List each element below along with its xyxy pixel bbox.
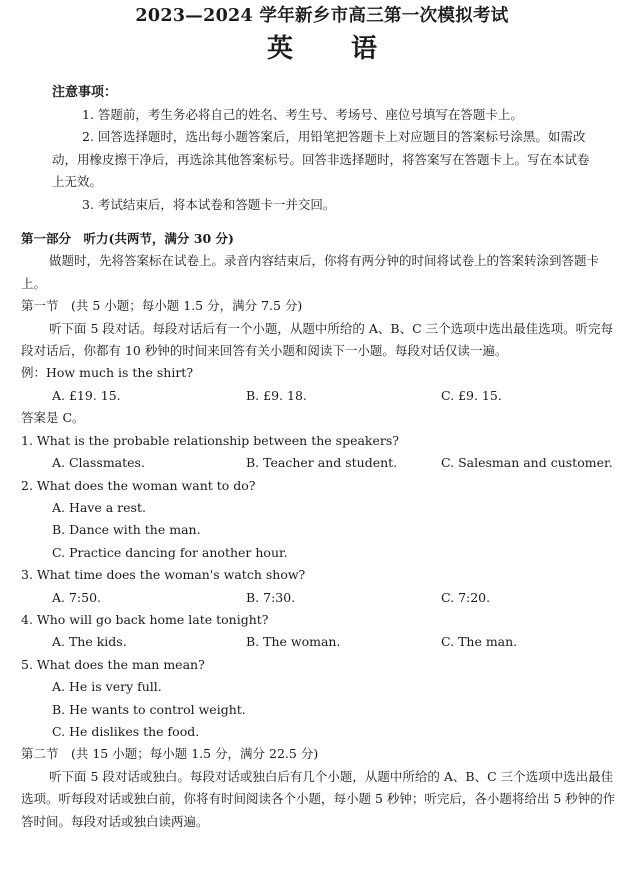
q1-option-b: B. Teacher and student. [246,455,398,471]
q3-option-c: C. 7:20. [441,589,491,605]
q3-option-b: B. 7:30. [246,589,296,605]
q2-option-a: A. Have a rest. [52,499,146,515]
example-question: 例：How much is the shirt? [21,365,194,381]
example-option-b: B. £9. 18. [246,387,307,403]
q4-option-a: A. The kids. [52,634,127,650]
question-3: 3. What time does the woman's watch show? [21,567,306,583]
q2-option-c: C. Practice dancing for another hour. [52,544,288,560]
part1-heading: 第一部分 听力(共两节，满分 30 分) [21,231,234,247]
question-3-options [52,587,644,609]
example-option-a: A. £19. 15. [52,387,121,403]
q1-option-c: C. Salesman and customer. [441,455,613,471]
q1-option-a: A. Classmates. [52,455,145,471]
subject-char-1: 英 [266,34,293,64]
notice-item-3: 3. 考试结束后，将本试卷和答题卡一并交回。 [82,196,336,212]
exam-title: 2023—2024 学年新乡市高三第一次模拟考试 [135,6,509,26]
section1-instruction: 听下面 5 段对话。每段对话后有一个小题，从题中所给的 A、B、C 三个选项中选出最佳选项。听完每段对话后，你都有 10 秒钟的时间来回答有关小题和阅读下一小题。每段对话仅读一遍。 [21,320,614,359]
notice-item-2: 2. 回答选择题时，选出每小题答案后，用铅笔把答题卡上对应题目的答案标号涂黑。如需改动，用橡皮擦干净后，再选涂其他答案标号。回答非选择题时，将答案写在答题卡上。写在本试卷上无效。 [52,129,590,190]
example-answer: 答案是 C。 [21,410,85,426]
q5-option-c: C. He dislikes the food. [52,723,200,739]
notice-heading: 注意事项： [52,85,118,100]
question-4: 4. Who will go back home late tonight? [21,611,269,627]
q4-option-c: C. The man. [441,634,518,650]
notice-block [52,82,592,216]
example-option-c: C. £9. 15. [441,387,502,403]
notice-item-1: 1. 答题前，考生务必将自己的姓名、考生号、考场号、座位号填写在答题卡上。 [82,107,523,122]
section2-instruction: 听下面 5 段对话或独白。每段对话或独白后有几个小题，从题中所给的 A、B、C 三个选项中选出最佳选项。听每段对话或独白前，你将有时间阅读各个小题，每小题 5 秒钟；听完后，各小题将给出 5 秒钟的作答时间。每段对话或独白读两遍。 [21,768,616,829]
question-5: 5. What does the man mean? [21,656,205,672]
q4-option-b: B. The woman. [246,634,341,650]
q2-option-b: B. Dance with the man. [52,522,201,538]
q5-option-a: A. He is very full. [52,679,162,695]
example-options [52,385,644,407]
part1 [0,228,644,833]
q5-option-b: B. He wants to control weight. [52,701,246,717]
question-4-options [52,631,644,653]
question-1-options [52,452,644,474]
q3-option-a: A. 7:50. [52,589,102,605]
question-1: 1. What is the probable relationship between the speakers? [21,432,399,448]
subject-title [0,32,644,66]
part1-instruction: 做题时，先将答案标在试卷上。录音内容结束后，你将有两分钟的时间将试卷上的答案转涂到答题卡上。 [21,253,600,291]
section1-heading: 第一节 (共 5 小题；每小题 1.5 分，满分 7.5 分) [21,298,303,314]
question-2: 2. What does the woman want to do? [21,477,256,493]
section2-heading: 第二节 (共 15 小题；每小题 1.5 分，满分 22.5 分) [21,746,319,762]
subject-char-2: 语 [351,34,378,64]
